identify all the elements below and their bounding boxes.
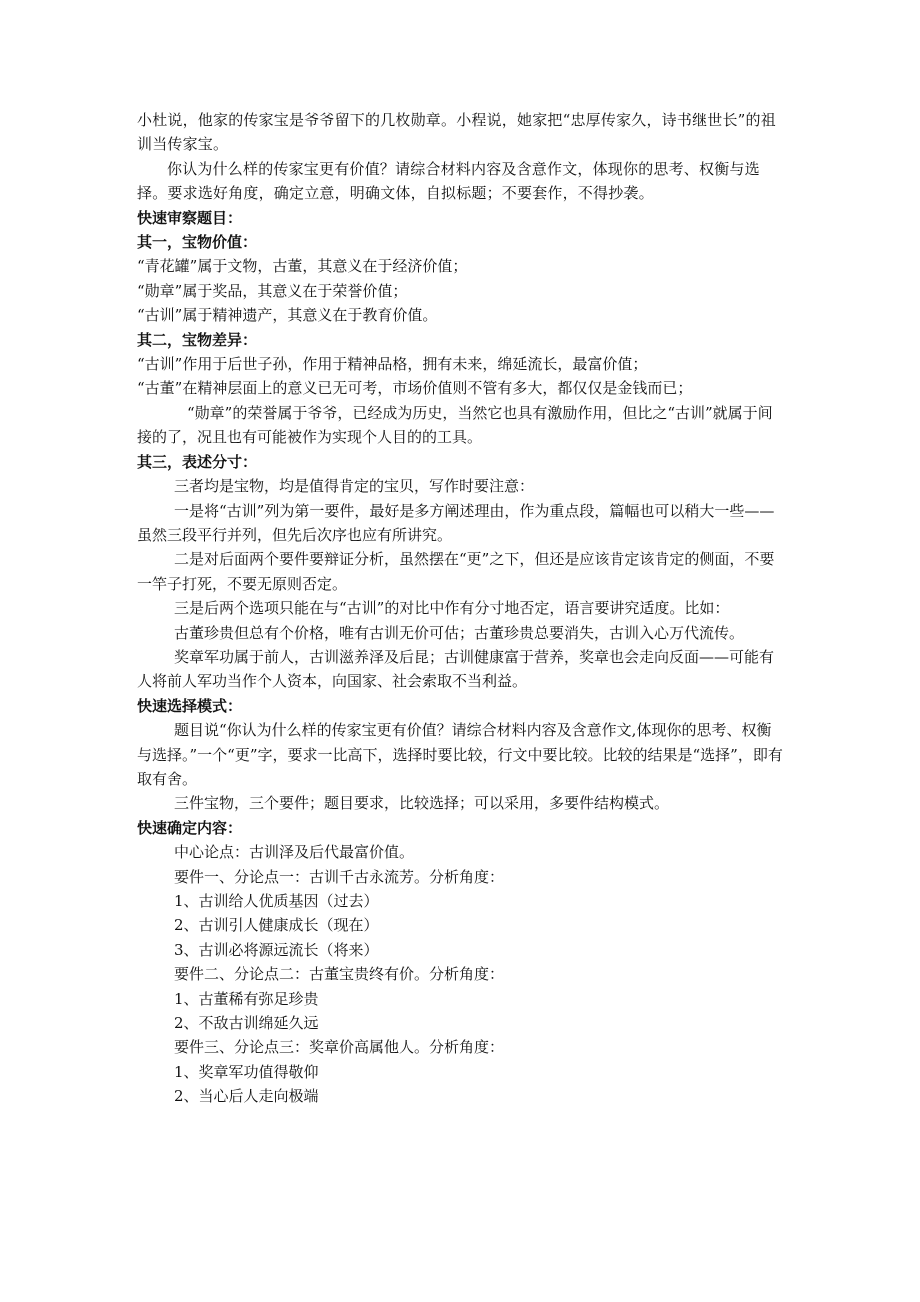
list-item: 1、古训给人优质基因（过去） bbox=[174, 892, 379, 910]
list-item: 要件三、分论点三：奖章价高属他人。分析角度： bbox=[174, 1038, 505, 1057]
material-paragraph: 小杜说，他家的传家宝是爷爷留下的几枚勋章。小程说，她家把“忠厚传家久，诗书继世长”的祖训当传家宝。 bbox=[137, 111, 776, 154]
value-item-medal: “勋章”属于奖品，其意义在于荣誉价值； bbox=[137, 281, 408, 300]
body-paragraph: 三件宝物，三个要件；题目要求，比较选择；可以采用，多要件结构模式。 bbox=[174, 794, 670, 813]
difference-item-medal: “勋章”的荣誉属于爷爷，已经成为历史，当然它也具有激励作用，但比之“古训”就属于间接的了，况且也有可能被作为实现个人目的的工具。 bbox=[137, 403, 773, 447]
body-paragraph: 题目说“你认为什么样的传家宝更有价值？请综合材料内容及含意作文,体现你的思考、权衡与选择。”一个“更”字，要求一比高下，选择时要比较，行文中要比较。比较的结果是“选择”，即有取有舍。 bbox=[137, 721, 783, 788]
list-item: 2、不敌古训绵延久远 bbox=[174, 1014, 319, 1033]
list-item: 要件一、分论点一：古训千古永流芳。分析角度： bbox=[174, 867, 505, 886]
list-item: 要件二、分论点二：古董宝贵终有价。分析角度： bbox=[174, 965, 505, 984]
subheading-measure: 其三，表述分寸： bbox=[137, 452, 258, 471]
document-body bbox=[137, 108, 785, 1109]
central-argument: 中心论点：古训泽及后代最富价值。 bbox=[174, 843, 415, 862]
prompt-paragraph: 你认为什么样的传家宝更有价值？请综合材料内容及含意作文，体现你的思考、权衡与选择。要求选好角度，确定立意，明确文体，自拟标题；不要套作，不得抄袭。 bbox=[137, 159, 760, 203]
value-item-motto: “古训”属于精神遗产，其意义在于教育价值。 bbox=[137, 306, 438, 325]
section-heading-mode: 快速选择模式： bbox=[137, 696, 243, 715]
list-item: 1、奖章军功值得敬仰 bbox=[174, 1062, 319, 1081]
list-item: 2、古训引人健康成长（现在） bbox=[174, 916, 379, 935]
body-paragraph: 三者均是宝物，均是值得肯定的宝贝，写作时要注意： bbox=[174, 477, 535, 496]
difference-item-antique: “古董”在精神层面上的意义已无可考，市场价值则不管有多大，都仅仅是金钱而已； bbox=[137, 379, 693, 398]
section-heading-content: 快速确定内容： bbox=[137, 818, 243, 837]
subheading-value: 其一，宝物价值： bbox=[137, 233, 258, 252]
list-item: 2、当心后人走向极端 bbox=[174, 1087, 319, 1106]
body-paragraph: 三是后两个选项只能在与“古训”的对比中作有分寸地否定，语言要讲究适度。比如： bbox=[174, 599, 730, 618]
list-item: 3、古训必将源远流长（将来） bbox=[174, 940, 379, 959]
list-item: 1、古董稀有弥足珍贵 bbox=[174, 989, 319, 1008]
body-paragraph: 一是将“古训”列为第一要件，最好是多方阐述理由，作为重点段，篇幅也可以稍大一些——虽然三段平行并列，但先后次序也应有所讲究。 bbox=[137, 501, 775, 544]
difference-item-motto: “古训”作用于后世子孙，作用于精神品格，拥有未来，绵延流长，最富价值； bbox=[137, 355, 648, 374]
body-paragraph: 二是对后面两个要件要辩证分析，虽然摆在“更”之下，但还是应该肯定该肯定的侧面，不要一竿子打死，不要无原则否定。 bbox=[137, 550, 775, 593]
body-paragraph: 奖章军功属于前人，古训滋养泽及后昆；古训健康富于营养，奖章也会走向反面——可能有人将前人军功当作个人资本，向国家、社会索取不当利益。 bbox=[137, 647, 775, 691]
value-item-vase: “青花罐”属于文物，古董，其意义在于经济价值； bbox=[137, 257, 468, 276]
section-heading-review: 快速审察题目： bbox=[137, 208, 243, 227]
subheading-difference: 其二，宝物差异： bbox=[137, 330, 258, 349]
body-paragraph: 古董珍贵但总有个价格，唯有古训无价可估；古董珍贵总要消失，古训入心万代流传。 bbox=[174, 623, 745, 642]
